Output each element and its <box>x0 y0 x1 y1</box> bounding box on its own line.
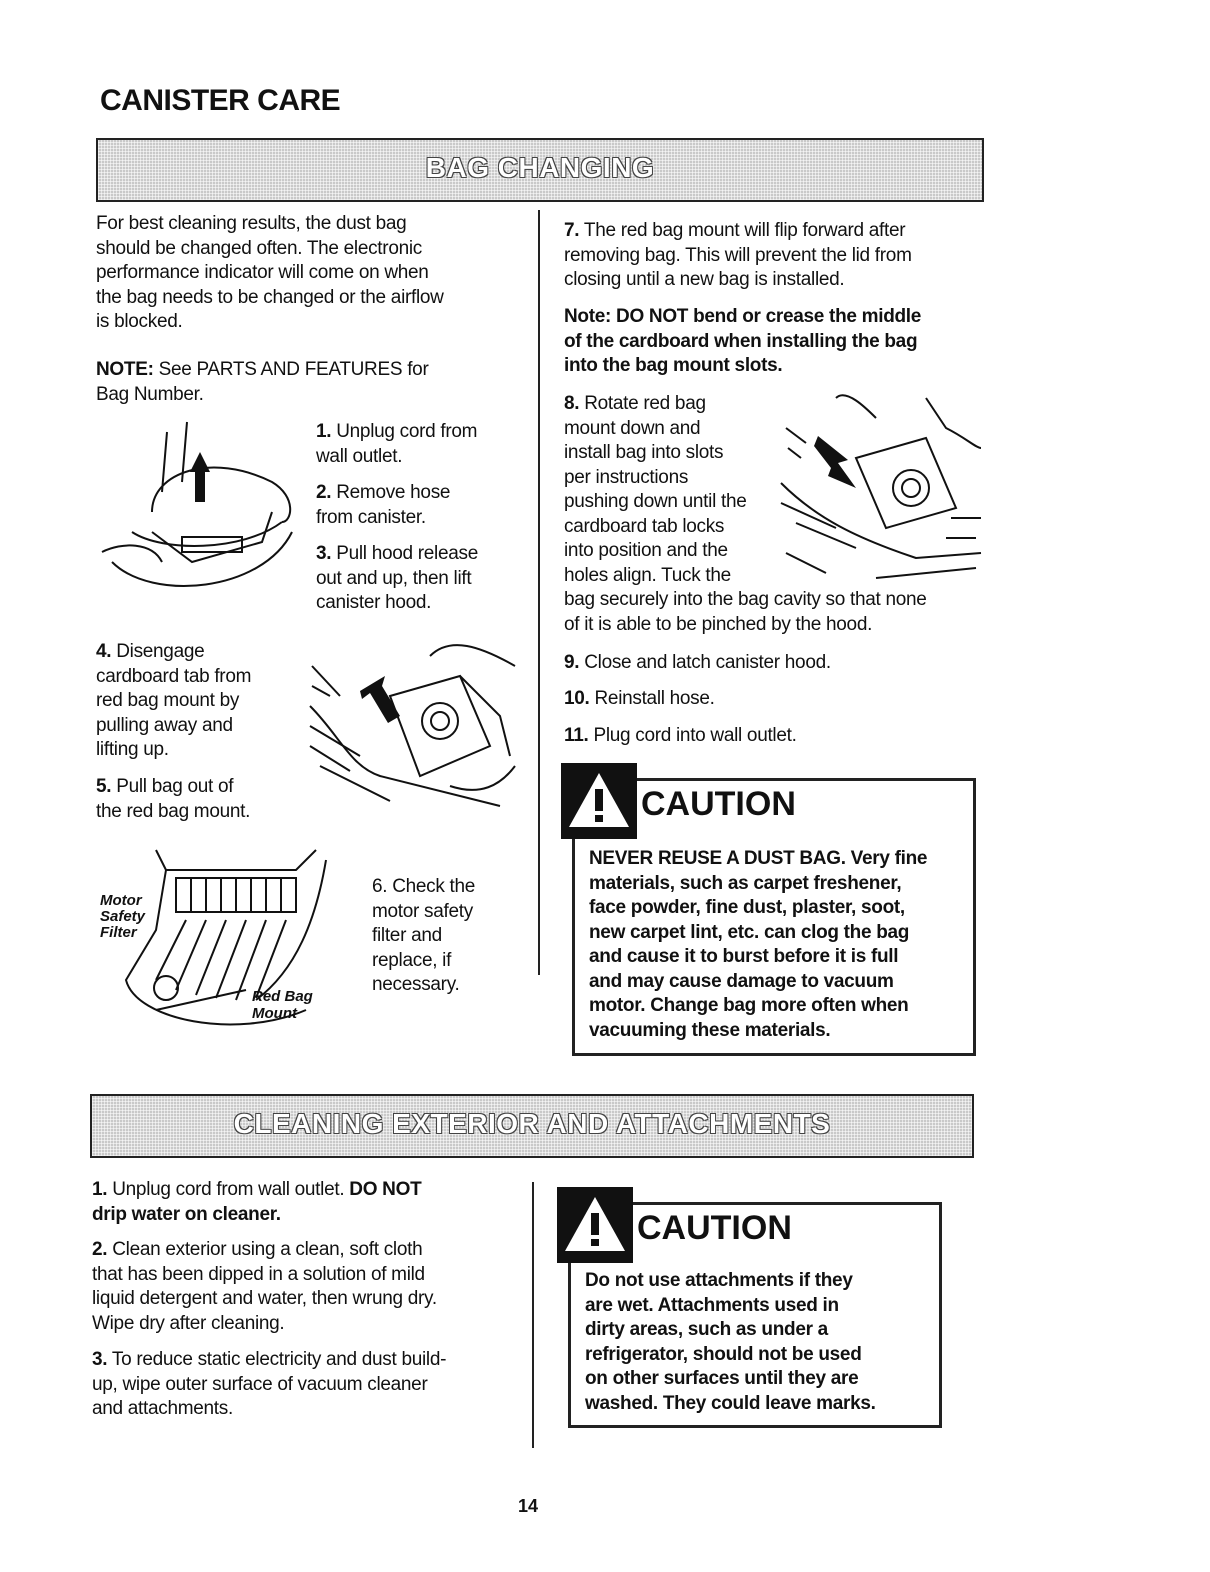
parts-note: NOTE: See PARTS AND FEATURES for Bag Number. <box>96 359 429 405</box>
step-9: 9. Close and latch canister hood. <box>564 652 831 673</box>
attachments-caution-box <box>568 1202 942 1428</box>
caution-text: NEVER REUSE A DUST BAG. Very fine materials, such as carpet freshener, face powder, fine dust, plaster, soot, new carpet lint, etc. can clog the bag and cause it to burst before it is full and may cause damage to vacuum motor. Change bag more often when vacuuming these materials. <box>589 848 928 1041</box>
caution-heading: CAUTION <box>641 785 796 823</box>
page-title: CANISTER CARE <box>100 84 341 117</box>
red-bag-mount-label: Red Bag Mount <box>252 988 313 1022</box>
cleaning-banner <box>90 1094 974 1158</box>
page-number: 14 <box>518 1496 539 1516</box>
step-10: 10. Reinstall hose. <box>564 688 715 709</box>
cleaning-step-1: 1. Unplug cord from wall outlet. DO NOT drip water on cleaner. <box>92 1179 422 1225</box>
install-bag-illustration <box>776 388 982 584</box>
warning-icon <box>561 763 637 839</box>
column-divider <box>538 210 540 975</box>
bag-changing-banner <box>96 138 984 202</box>
step-4: 4. Disengage cardboard tab from red bag mount by pulling away and lifting up. <box>96 641 252 760</box>
bend-note: Note: DO NOT bend or crease the middle of the cardboard when installing the bag into the bag mount slots. <box>564 306 922 376</box>
banner-label: BAG CHANGING <box>425 152 655 183</box>
dust-bag-caution-box <box>572 778 976 1056</box>
warning-icon <box>557 1187 633 1263</box>
column-divider <box>532 1182 534 1448</box>
remove-bag-illustration <box>300 636 522 808</box>
cleaning-step-3: 3. To reduce static electricity and dust build- up, wipe outer surface of vacuum cleaner and attachments. <box>92 1349 447 1419</box>
cleaning-step-2: 2. Clean exterior using a clean, soft cloth that has been dipped in a solution of mild liquid detergent and water, then wrung dry. Wipe dry after cleaning. <box>92 1239 437 1334</box>
step-1: 1. Unplug cord from wall outlet. <box>316 421 478 467</box>
step-3: 3. Pull hood release out and up, then lift canister hood. <box>316 543 478 613</box>
caution-heading: CAUTION <box>637 1209 792 1247</box>
step-8: 8. Rotate red bag mount down and install bag into slots per instructions pushing down until the cardboard tab locks into position and the holes align. Tuck the bag securely into the bag cavity so that none of it is able to be pinched by the hood. <box>564 393 927 635</box>
motor-safety-filter-label: Motor Safety Filter <box>100 892 146 941</box>
intro-paragraph: For best cleaning results, the dust bag should be changed often. The electronic performance indicator will come on when the bag needs to be changed or the airflow is blocked. <box>96 213 444 332</box>
caution-text: Do not use attachments if they are wet. Attachments used in dirty areas, such as under a refrigerator, should not be used on other surfaces until they are washed. They could leave marks. <box>585 1270 876 1414</box>
banner-label: CLEANING EXTERIOR AND ATTACHMENTS <box>233 1108 831 1139</box>
step-11: 11. Plug cord into wall outlet. <box>564 725 797 746</box>
step-2: 2. Remove hose from canister. <box>316 482 451 528</box>
step-6: 6. Check the motor safety filter and replace, if necessary. <box>372 876 476 995</box>
hood-release-illustration <box>92 412 304 602</box>
step-7: 7. The red bag mount will flip forward after removing bag. This will prevent the lid from closing until a new bag is installed. <box>564 220 912 290</box>
step-5: 5. Pull bag out of the red bag mount. <box>96 776 251 822</box>
